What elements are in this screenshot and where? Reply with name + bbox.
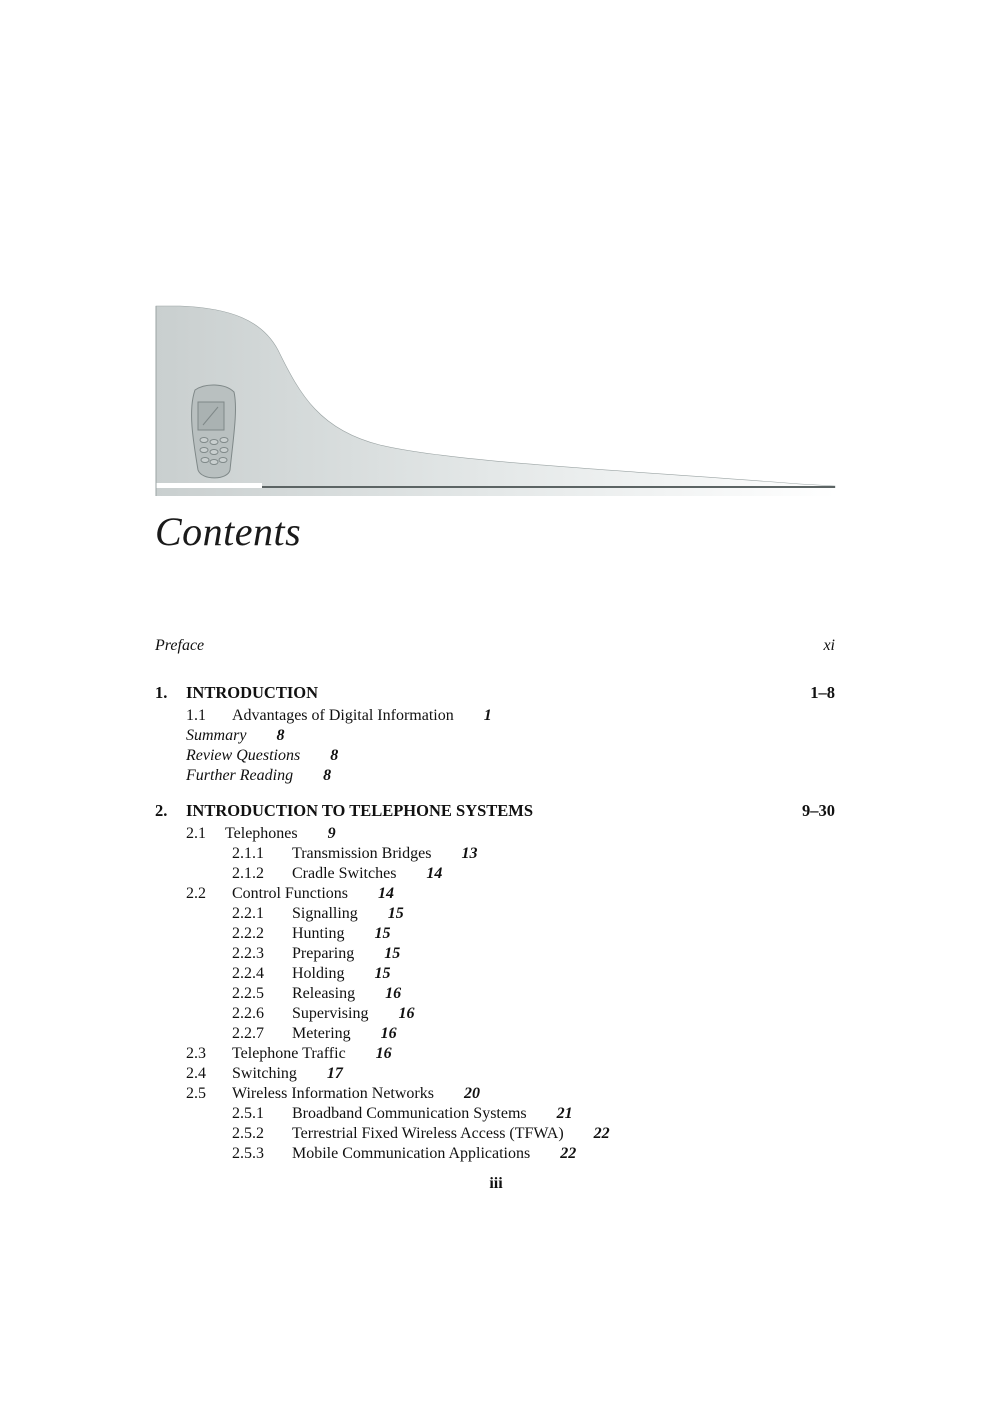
entry-title: Telephones — [225, 825, 298, 842]
entry-number: 2.2.6 — [232, 1005, 264, 1022]
toc-chapter[interactable] — [155, 801, 835, 821]
entry-page: 1 — [483, 707, 492, 724]
entry-number: 2.2 — [186, 885, 206, 902]
chapter-title: INTRODUCTION TO TELEPHONE SYSTEMS — [186, 801, 534, 820]
toc-entry[interactable] — [232, 1144, 576, 1164]
entry-page: 20 — [463, 1085, 480, 1102]
chapter-pages: 9–30 — [802, 801, 835, 820]
entry-page: 15 — [384, 945, 401, 962]
entry-number: 2.1.1 — [232, 845, 264, 862]
entry-title: Switching — [232, 1065, 297, 1082]
entry-number: 2.2.2 — [232, 925, 264, 942]
entry-title: Signalling — [292, 905, 358, 922]
entry-number: 2.2.7 — [232, 1025, 264, 1042]
chapter-number: 2. — [155, 801, 168, 820]
toc-entry[interactable] — [232, 1124, 610, 1144]
entry-page: 15 — [387, 905, 404, 922]
entry-page: 15 — [374, 925, 391, 942]
entry-page: 21 — [556, 1105, 573, 1122]
entry-page: 17 — [326, 1065, 343, 1082]
entry-page: 16 — [375, 1045, 392, 1062]
entry-number: 2.2.5 — [232, 985, 264, 1002]
entry-number: 2.1.2 — [232, 865, 264, 882]
header-wave-shape — [156, 306, 835, 488]
entry-number: 2.2.4 — [232, 965, 264, 982]
entry-title: Terrestrial Fixed Wireless Access (TFWA) — [292, 1125, 564, 1142]
entry-number: 2.4 — [186, 1065, 206, 1082]
entry-number: 2.5.3 — [232, 1145, 264, 1162]
toc-entry[interactable] — [186, 726, 284, 746]
toc-entry[interactable] — [232, 924, 390, 944]
toc-entry[interactable] — [232, 904, 404, 924]
entry-page: 16 — [398, 1005, 415, 1022]
entry-title: Hunting — [292, 925, 345, 942]
chapter-number: 1. — [155, 683, 168, 702]
toc-entry[interactable] — [186, 746, 338, 766]
entry-title: Summary — [186, 727, 247, 744]
entry-title: Supervising — [292, 1005, 369, 1022]
entry-number: 2.5.1 — [232, 1105, 264, 1122]
entry-title: Wireless Information Networks — [232, 1085, 434, 1102]
entry-number: 1.1 — [186, 707, 206, 724]
page-title: Contents — [155, 509, 302, 554]
entry-page: 8 — [330, 747, 339, 764]
entry-page: 8 — [276, 727, 285, 744]
toc-entry[interactable] — [186, 1064, 343, 1084]
entry-page: 22 — [560, 1145, 577, 1162]
entry-title: Review Questions — [186, 747, 301, 764]
toc-entry[interactable] — [232, 944, 400, 964]
chapter-title: INTRODUCTION — [186, 683, 319, 702]
entry-page: 22 — [593, 1125, 610, 1142]
toc-entry[interactable] — [186, 824, 336, 844]
entry-title: Metering — [292, 1025, 351, 1042]
entry-title: Holding — [292, 965, 345, 982]
entry-title: Preparing — [292, 945, 355, 962]
toc-entry[interactable] — [232, 844, 477, 864]
entry-title: Broadband Communication Systems — [292, 1105, 527, 1122]
entry-page: 16 — [380, 1025, 397, 1042]
entry-page: 14 — [426, 865, 443, 882]
entry-number: 2.1 — [186, 825, 206, 842]
chapter-pages: 1–8 — [810, 683, 835, 702]
chapter-header-graphic — [0, 0, 992, 510]
entry-number: 2.3 — [186, 1045, 206, 1062]
entry-page: 14 — [378, 885, 395, 902]
entry-title: Advantages of Digital Information — [232, 707, 454, 724]
entry-number: 2.5.2 — [232, 1125, 264, 1142]
toc-entry[interactable] — [186, 884, 394, 904]
toc-chapter[interactable] — [155, 683, 835, 703]
preface-page: xi — [823, 637, 835, 654]
preface-label: Preface — [155, 637, 205, 654]
entry-page: 16 — [385, 985, 402, 1002]
entry-number: 2.2.3 — [232, 945, 264, 962]
entry-page: 13 — [461, 845, 478, 862]
entry-title: Mobile Communication Applications — [292, 1145, 531, 1162]
entry-title: Cradle Switches — [292, 865, 397, 882]
toc-entry[interactable] — [232, 984, 401, 1004]
toc-entry[interactable] — [186, 766, 331, 786]
entry-title: Telephone Traffic — [232, 1045, 346, 1062]
toc-entry[interactable] — [186, 1084, 480, 1104]
entry-number: 2.5 — [186, 1085, 206, 1102]
entry-title: Transmission Bridges — [292, 845, 432, 862]
entry-page: 9 — [327, 825, 336, 842]
toc-entry[interactable] — [232, 864, 442, 884]
entry-page: 15 — [374, 965, 391, 982]
entry-number: 2.2.1 — [232, 905, 264, 922]
toc-entry[interactable] — [232, 1024, 397, 1044]
entry-title: Control Functions — [232, 885, 349, 902]
toc-entry[interactable] — [186, 706, 492, 726]
entry-title: Further Reading — [186, 767, 294, 784]
toc-entry[interactable] — [232, 1004, 414, 1024]
toc-entry[interactable] — [232, 964, 390, 984]
toc-entry[interactable] — [232, 1104, 573, 1124]
entry-page: 8 — [323, 767, 332, 784]
toc-entry[interactable] — [186, 1044, 392, 1064]
mobile-phone-icon — [192, 385, 236, 478]
entry-title: Releasing — [292, 985, 356, 1002]
page-folio: iii — [489, 1175, 503, 1192]
toc-preface[interactable] — [155, 636, 835, 656]
